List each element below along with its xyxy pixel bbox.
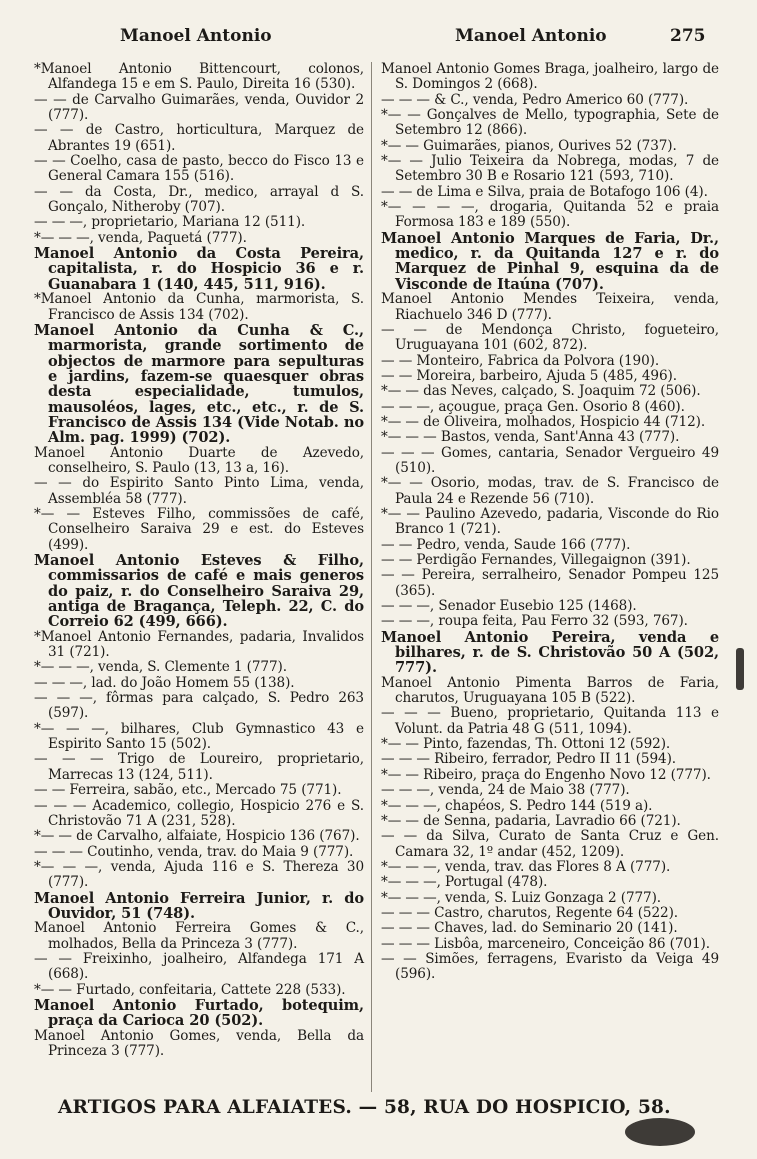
directory-entry: — — — Academico, collegio, Hospicio 276 e S. Christovão 71 A (231, 528). [34,797,364,829]
directory-entry: — — — Chaves, lad. do Seminario 20 (141). [381,920,678,937]
directory-entry: *— — Furtado, confeitaria, Cattete 228 (533). [34,981,346,998]
directory-entry: *— — Gonçalves de Mello, typographia, Sete de Setembro 12 (866). [381,107,719,139]
directory-entry: *— — — —, drogaria, Quitanda 52 e praia Formosa 183 e 189 (550). [381,199,719,231]
directory-entry: — — —, venda, 24 de Maio 38 (777). [381,782,630,799]
directory-entry: — — da Costa, Dr., medico, arrayal d S. Gonçalo, Nitheroby (707). [34,183,364,216]
directory-entry: *— — de Oliveira, molhados, Hospicio 44 (712). [381,413,706,430]
directory-entry: *— — Paulino Azevedo, padaria, Visconde do Rio Branco 1 (721). [381,505,719,538]
directory-entry: — — de Castro, horticultura, Marquez de Abrantes 19 (651). [34,122,364,154]
directory-entry: — — de Carvalho Guimarães, venda, Ouvidor 2 (777). [34,91,364,124]
directory-entry: Manoel Antonio Pereira, venda e bilhares, r. de S. Christovão 50 A (502, 777). [381,628,719,677]
directory-entry: — — Ferreira, sabão, etc., Mercado 75 (771). [34,782,342,799]
directory-entry: Manoel Antonio da Cunha & C., marmorista, grande sortimento de objectos de marmore para sepulturas e jardins, fazem-se quaesquer obras desta especialidade, tumulos, mausoléos, lages, etc., etc., r. de S. Francisco de Assis 134 (Vide Notab. no Alm. pag. 1999) (702). [34,321,364,447]
directory-entry: — — Moreira, barbeiro, Ajuda 5 (485, 496). [381,367,677,384]
directory-entry: *— — —, venda, Paquetá (777). [34,229,247,246]
directory-entry: Manoel Antonio Gomes Braga, joalheiro, largo de S. Domingos 2 (668). [381,61,719,93]
directory-entry: *Manoel Antonio Bittencourt, colonos, Alfandega 15 e em S. Paulo, Direita 16 (530). [34,61,364,93]
directory-entry: *— — —, Portugal (478). [381,874,548,891]
directory-entry: — — — & C., venda, Pedro Americo 60 (777). [381,91,689,108]
directory-entry: — — — Castro, charutos, Regente 64 (522). [381,904,679,921]
directory-entry: — — da Silva, Curato de Santa Cruz e Gen. Camara 32, 1º andar (452, 1209). [381,828,719,860]
directory-entry: Manoel Antonio da Costa Pereira, capitalista, r. do Hospicio 36 e r. Guanabara 1 (140, 445, 511, 916). [34,245,364,293]
directory-entry: — — de Lima e Silva, praia de Botafogo 106 (4). [381,183,708,200]
ink-smudge [625,1118,695,1146]
directory-entry: *— — —, bilhares, Club Gymnastico 43 e Espirito Santo 15 (502). [34,720,364,753]
directory-entry: *Manoel Antonio da Cunha, marmorista, S. Francisco de Assis 134 (702). [34,291,364,323]
directory-entry: *— — Ribeiro, praça do Engenho Novo 12 (777). [381,766,711,783]
directory-entry: — — Perdigão Fernandes, Villegaignon (391). [381,552,691,568]
directory-entry: *— — —, chapéos, S. Pedro 144 (519 a). [381,797,653,814]
directory-entry: — — — Ribeiro, ferrador, Pedro II 11 (594). [381,751,676,768]
directory-entry: *— — — Bastos, venda, Sant'Anna 43 (777). [381,429,680,446]
left-column [34,62,364,1059]
directory-entry: — — de Mendonça Christo, fogueteiro, Uruguayana 101 (602, 872). [381,321,719,354]
directory-entry: — — —, Senador Eusebio 125 (1468). [381,598,637,615]
directory-entry: Manoel Antonio Pimenta Barros de Faria, charutos, Uruguayana 105 B (522). [381,674,719,707]
directory-entry: *— — Osorio, modas, trav. de S. Francisco de Paula 24 e Rezende 56 (710). [381,475,719,507]
directory-entry: — — — Bueno, proprietario, Quitanda 113 e Volunt. da Patria 48 G (511, 1094). [381,705,719,737]
directory-entry: — — — Lisbôa, marceneiro, Conceição 86 (701). [381,935,710,952]
directory-entry: — — — Coutinho, venda, trav. do Maia 9 (777). [34,843,354,860]
directory-entry: — — — Trigo de Loureiro, proprietario, Marrecas 13 (124, 511). [34,751,364,783]
directory-entry: *— — Guimarães, pianos, Ourives 52 (737). [381,137,677,154]
footer-advertisement: ARTIGOS PARA ALFAIATES. — 58, RUA DO HOSPICIO, 58. [58,1097,671,1118]
column-divider [371,62,372,1092]
directory-entry: — — Pedro, venda, Saude 166 (777). [381,536,631,553]
directory-entry: Manoel Antonio Esteves & Filho, commissarios de café e mais generos do paiz, r. do Conselheiro Saraiva 29, antiga de Bragança, Teleph. 22, C. do Correio 62 (499, 666). [34,552,364,631]
directory-entry: — — do Espirito Santo Pinto Lima, venda, Assembléa 58 (777). [34,475,364,507]
directory-entry: *— — Pinto, fazendas, Th. Ottoni 12 (592). [381,736,671,753]
directory-entry: *— — Julio Teixeira da Nobrega, modas, 7 de Setembro 30 B e Rosario 121 (593, 710). [381,153,719,185]
directory-entry: *— — de Senna, padaria, Lavradio 66 (721). [381,812,681,829]
directory-entry: — — —, lad. do João Homem 55 (138). [34,674,295,691]
directory-entry: *— — de Carvalho, alfaiate, Hospicio 136 (767). [34,828,360,845]
directory-entry: Manoel Antonio Marques de Faria, Dr., medico, r. da Quitanda 127 e r. do Marquez de Pinhal 9, esquina da de Visconde de Itaúna (707). [381,229,719,293]
directory-entry: — — —, açougue, praça Gen. Osorio 8 (460). [381,398,685,415]
page-header [0,26,757,50]
right-column [381,62,719,983]
directory-entry: — — — Gomes, cantaria, Senador Vergueiro 49 (510). [381,444,719,476]
directory-entry: *— — —, venda, S. Luiz Gonzaga 2 (777). [381,889,662,906]
header-right: Manoel Antonio [455,26,607,46]
directory-entry: *— — —, venda, S. Clemente 1 (777). [34,659,287,676]
directory-entry: — — —, proprietario, Mariana 12 (511). [34,214,306,231]
directory-entry: Manoel Antonio Furtado, botequim, praça da Carioca 20 (502). [34,996,364,1030]
directory-entry: Manoel Antonio Duarte de Azevedo, conselheiro, S. Paulo (13, 13 a, 16). [34,444,364,476]
directory-entry: Manoel Antonio Ferreira Gomes & C., molhados, Bella da Princeza 3 (777). [34,920,364,952]
directory-entry: Manoel Antonio Mendes Teixeira, venda, Riachuelo 346 D (777). [381,291,719,323]
directory-entry: *— — das Neves, calçado, S. Joaquim 72 (506). [381,383,701,400]
header-left: Manoel Antonio [120,26,272,46]
directory-entry: — — Pereira, serralheiro, Senador Pompeu 125 (365). [381,567,719,599]
directory-entry: — — Monteiro, Fabrica da Polvora (190). [381,352,660,369]
directory-entry: — — —, fôrmas para calçado, S. Pedro 263 (597). [34,690,364,722]
directory-entry: *— — —, venda, trav. das Flores 8 A (777). [381,858,671,875]
directory-entry: — — —, roupa feita, Pau Ferro 32 (593, 767). [381,613,688,630]
directory-entry: Manoel Antonio Ferreira Junior, r. do Ouvidor, 51 (748). [34,889,364,922]
directory-entry: — — Freixinho, joalheiro, Alfandega 171 A (668). [34,950,364,983]
directory-entry: *— — Esteves Filho, commissões de café, Conselheiro Saraiva 29 e est. do Esteves (499). [34,505,364,553]
directory-entry: *Manoel Antonio Fernandes, padaria, Invalidos 31 (721). [34,628,364,661]
directory-entry: — — Simões, ferragens, Evaristo da Veiga 49 (596). [381,950,719,983]
page-number: 275 [670,26,706,46]
directory-entry: — — Coelho, casa de pasto, becco do Fisco 13 e General Camara 155 (516). [34,153,364,185]
directory-entry: *— — —, venda, Ajuda 116 e S. Thereza 30 (777). [34,858,364,891]
ink-smudge [736,648,744,690]
directory-entry: Manoel Antonio Gomes, venda, Bella da Princeza 3 (777). [34,1027,364,1059]
